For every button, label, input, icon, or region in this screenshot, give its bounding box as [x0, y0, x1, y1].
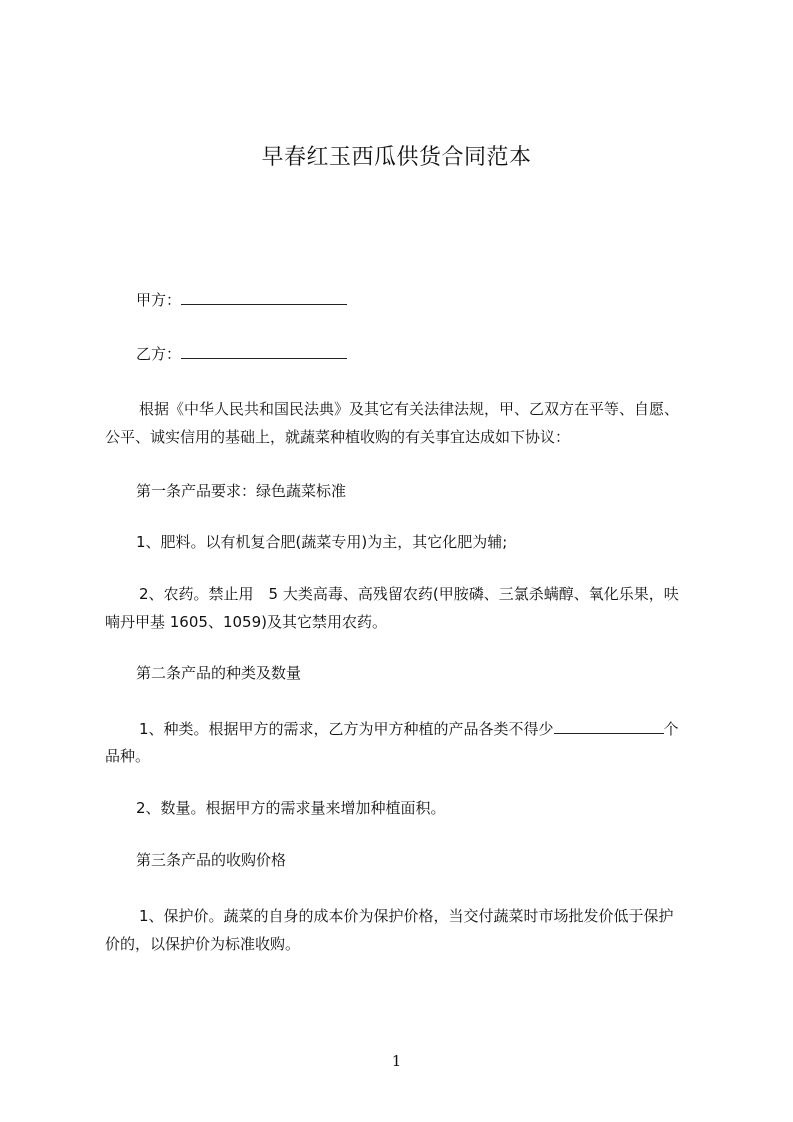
article-2-item-1-suffix: 个	[663, 720, 679, 738]
article-3-item-1-line-1: 1、保护价。蔬菜的自身的成本价为保护价格，当交付蔬菜时市场批发价低于保护	[139, 907, 674, 925]
article-2-item-2: 2、数量。根据甲方的需求量来增加种植面积。	[136, 799, 446, 817]
article-2-item-1-line-1	[139, 714, 679, 744]
intro-line-1: 根据《中华人民共和国民法典》及其它有关法律法规，甲、乙双方在平等、自愿、	[139, 400, 680, 418]
article-2-item-1-prefix: 1、种类。根据甲方的需求，乙方为甲方种植的产品各类不得少	[139, 720, 554, 738]
document-title: 早春红玉西瓜供货合同范本	[261, 145, 532, 170]
article-1-item-2-line-1: 2、农药。禁止用 5 大类高毒、高残留农药(甲胺磷、三氯杀螨醇、氧化乐果，呋	[139, 585, 679, 603]
party-a-line	[136, 285, 347, 315]
intro-line-2: 公平、诚实信用的基础上，就蔬菜种植收购的有关事宜达成如下协议：	[105, 428, 571, 446]
variety-count-blank	[554, 715, 664, 734]
article-2-item-1-line-2: 品种。	[105, 747, 151, 765]
article-3-heading: 第三条产品的收购价格	[136, 851, 287, 869]
article-3-item-1-line-2: 价的，以保护价为标准收购。	[105, 935, 301, 953]
article-1-item-2-line-2: 喃丹甲基 1605、1059)及其它禁用农药。	[105, 613, 387, 631]
party-b-label: 乙方：	[136, 345, 182, 363]
party-a-blank	[181, 286, 347, 305]
party-b-line	[136, 339, 347, 369]
party-b-blank	[181, 340, 347, 359]
party-a-label: 甲方：	[136, 291, 182, 309]
article-1-heading: 第一条产品要求：绿色蔬菜标准	[136, 482, 347, 500]
page-number: 1	[391, 1052, 402, 1070]
article-2-heading: 第二条产品的种类及数量	[136, 664, 302, 682]
article-1-item-1: 1、肥料。以有机复合肥(蔬菜专用)为主，其它化肥为辅;	[136, 533, 508, 551]
